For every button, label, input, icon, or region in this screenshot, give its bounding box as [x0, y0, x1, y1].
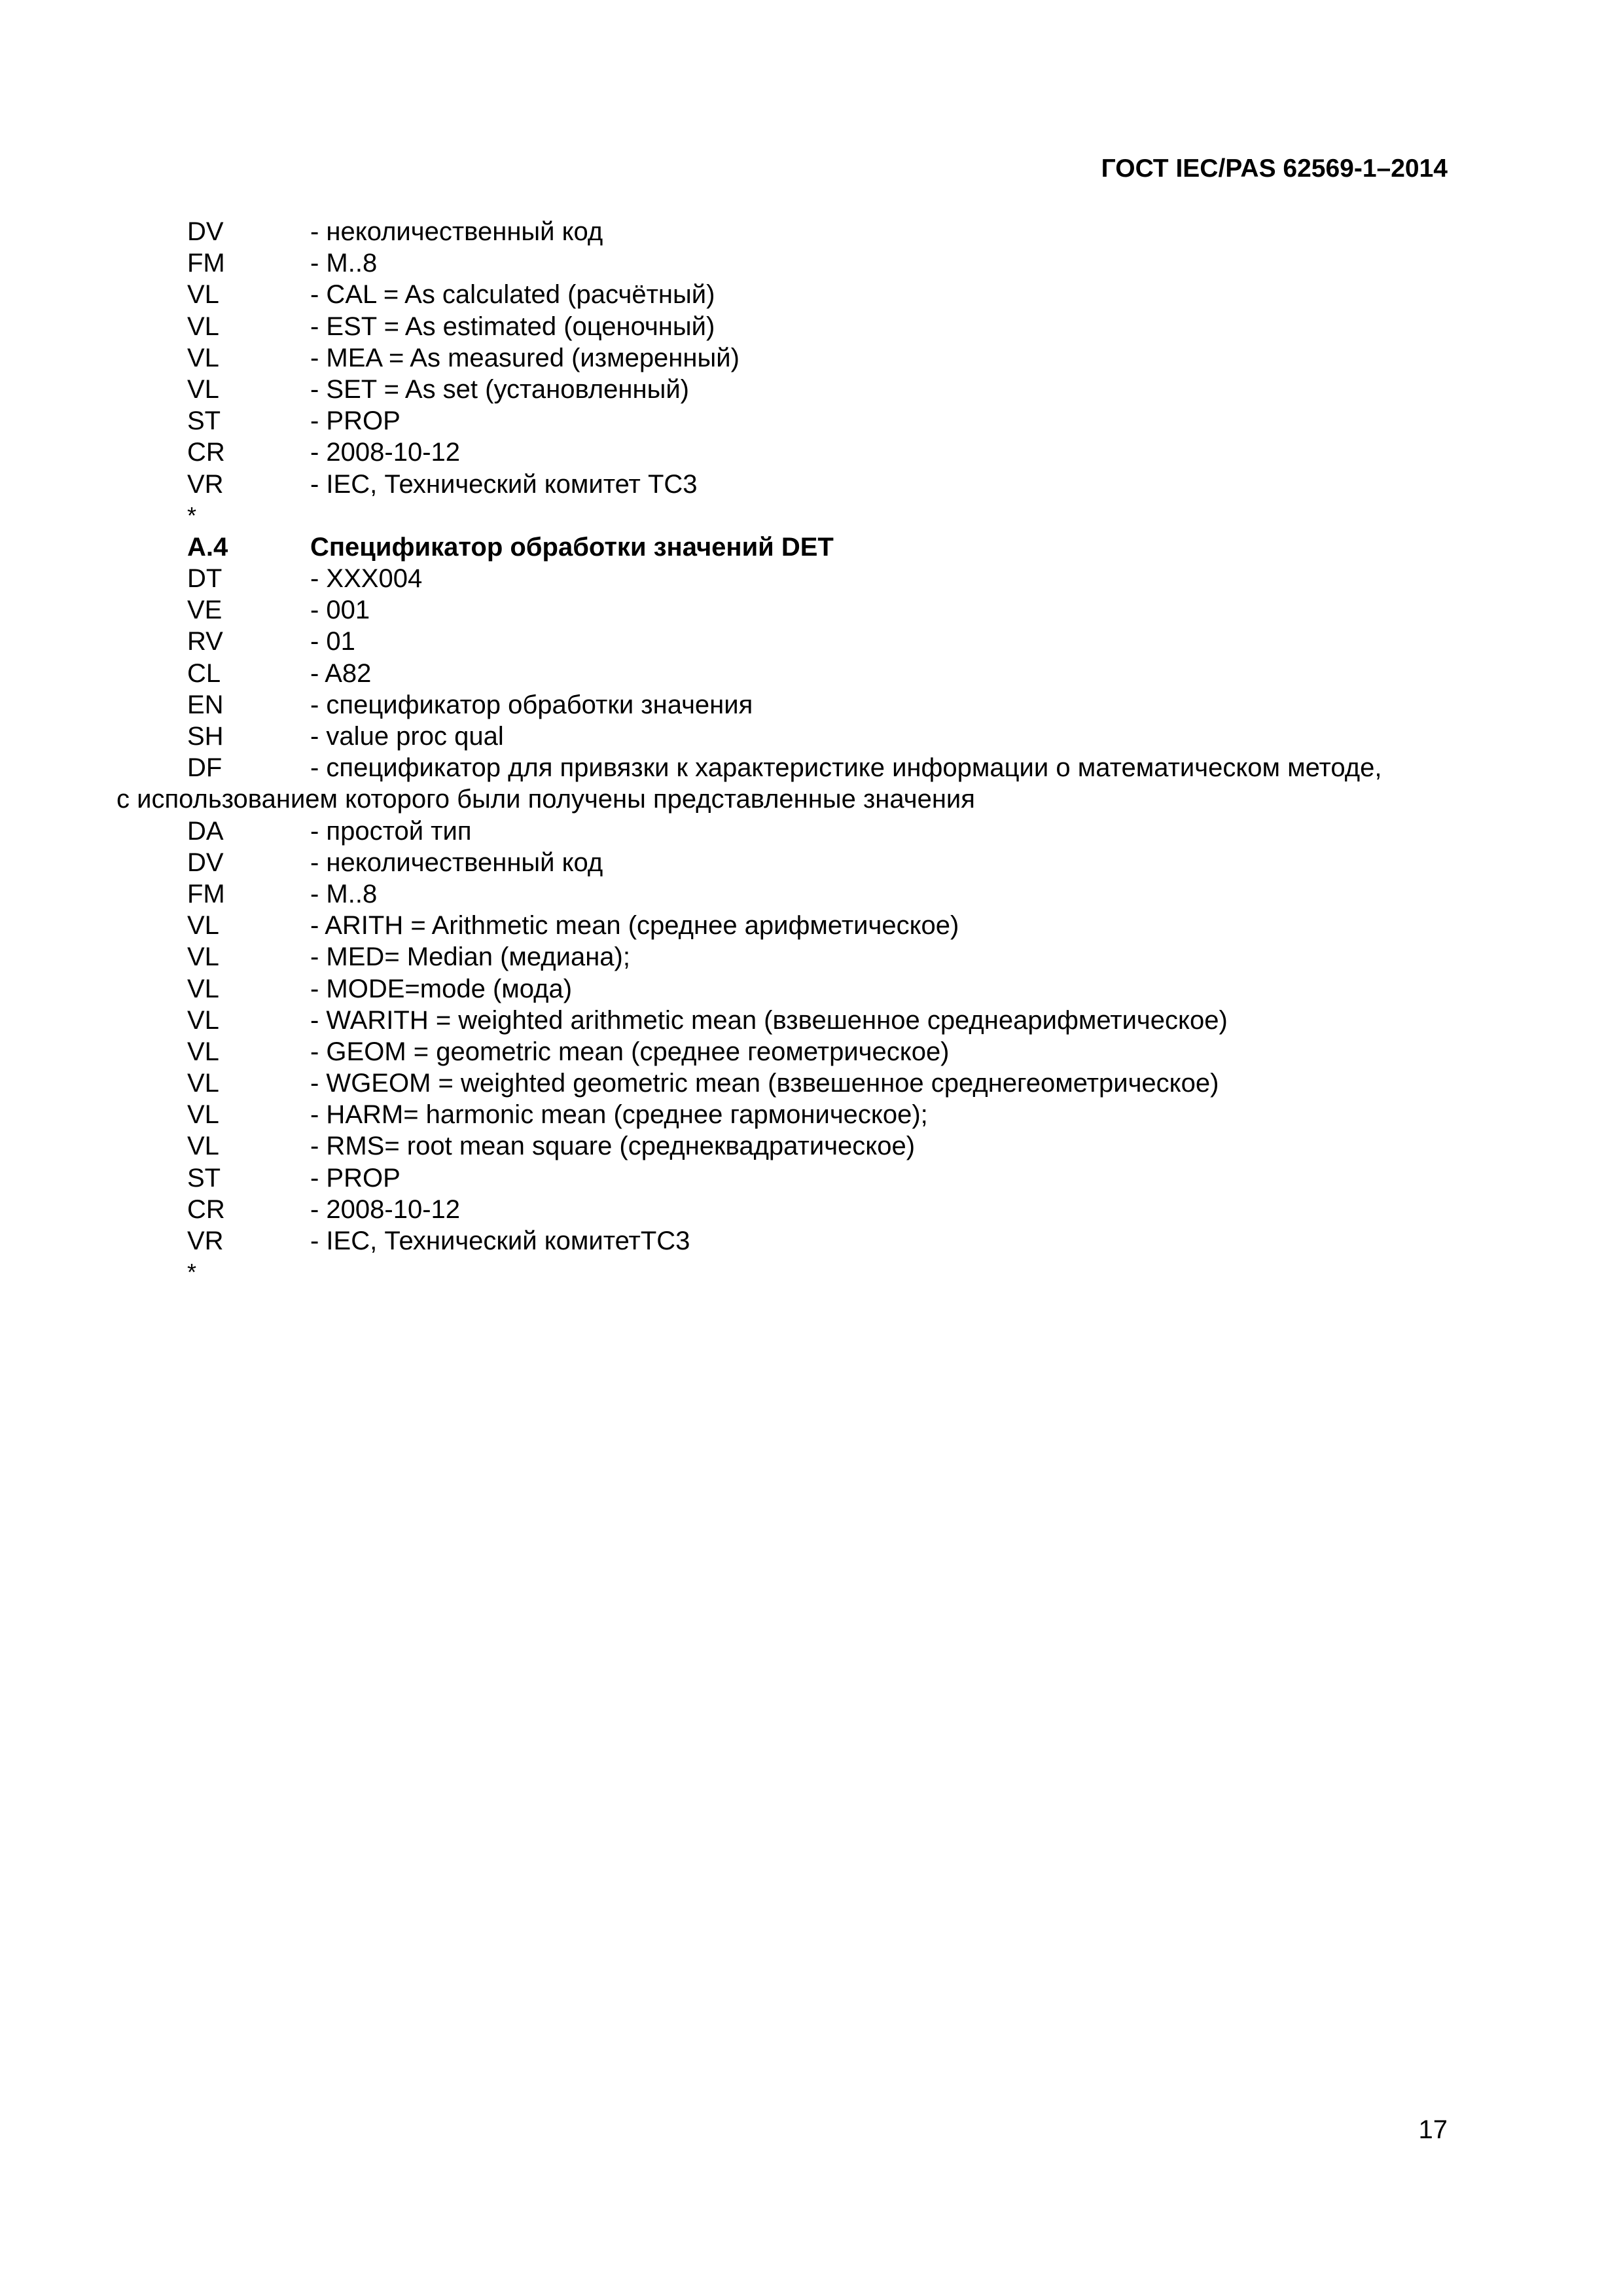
entry-value: - 001: [310, 596, 370, 625]
entry-code: CL: [187, 658, 221, 688]
asterisk-marker: *: [187, 501, 197, 529]
entry-value: - спецификатор для привязки к характеристике информации о математическом методе,: [310, 753, 1382, 783]
entry-row-definition: [116, 752, 1448, 815]
entry-value: - MODE=mode (мода): [310, 974, 573, 1003]
entry-row: [116, 658, 1448, 689]
entry-value: - RMS= root mean square (среднеквадратическое): [310, 1132, 916, 1161]
entry-code: FM: [187, 879, 225, 908]
asterisk-marker: *: [187, 1259, 197, 1286]
entry-row: [116, 847, 1448, 878]
entry-row: [116, 973, 1448, 1005]
entry-value: - WARITH = weighted arithmetic mean (взвешенное среднеарифметическое): [310, 1005, 1228, 1035]
entry-value: - WGEOM = weighted geometric mean (взвешенное среднегеометрическое): [310, 1069, 1219, 1098]
entry-value: - простой тип: [310, 816, 472, 846]
entry-value: - EST = As estimated (оценочный): [310, 312, 715, 341]
entry-row: [116, 405, 1448, 437]
entry-value: - ARITH = Arithmetic mean (среднее арифметическое): [310, 911, 959, 941]
entry-row: [116, 1225, 1448, 1257]
entry-row: [116, 878, 1448, 910]
entry-row: [116, 216, 1448, 247]
entry-code: VL: [187, 312, 219, 341]
entry-value: - value proc qual: [310, 722, 504, 751]
document-standard-header: ГОСТ IEC/PAS 62569-1–2014: [1101, 154, 1448, 183]
entry-value: - CAL = As calculated (расчётный): [310, 280, 715, 310]
entry-value: - спецификатор обработки значения: [310, 690, 753, 719]
entry-value: - A82: [310, 658, 372, 688]
entry-code: VE: [187, 596, 223, 625]
entry-code: SH: [187, 722, 224, 751]
entry-value: - HARM= harmonic mean (среднее гармоническое);: [310, 1100, 928, 1130]
entry-row: [116, 689, 1448, 721]
entry-row: [116, 1162, 1448, 1194]
entry-row: [116, 1194, 1448, 1225]
entry-code: DV: [187, 848, 224, 877]
entry-code: VL: [187, 374, 219, 404]
entry-code: DT: [187, 564, 223, 594]
page-number: 17: [1418, 2115, 1448, 2144]
entry-code: VL: [187, 1100, 219, 1130]
entry-row: [116, 1130, 1448, 1162]
section-title: Спецификатор обработки значений DET: [310, 532, 834, 562]
entry-row: [116, 1099, 1448, 1130]
entry-code: FM: [187, 249, 225, 278]
entry-row: [116, 342, 1448, 374]
entry-code: DV: [187, 217, 224, 246]
entry-row: [116, 469, 1448, 500]
entry-code: VL: [187, 343, 219, 372]
entry-row: [116, 247, 1448, 279]
entry-value: - IEC, Технический комитетTC3: [310, 1227, 690, 1256]
entry-row: [116, 816, 1448, 847]
entry-value: - XXX004: [310, 564, 423, 594]
entry-code: ST: [187, 406, 221, 436]
entry-value: - M..8: [310, 249, 378, 278]
entry-code: VL: [187, 1132, 219, 1161]
entry-row: [116, 941, 1448, 973]
entry-code: VR: [187, 469, 224, 499]
entry-code: VR: [187, 1227, 224, 1256]
entry-code: VL: [187, 1037, 219, 1066]
section-heading: [116, 531, 1448, 563]
entry-row: [116, 626, 1448, 657]
entry-value: - неколичественный код: [310, 848, 603, 877]
entry-value-continuation: с использованием которого были получены представленные значения: [116, 785, 975, 814]
entry-end-marker: [116, 500, 1448, 531]
entry-code: CR: [187, 1194, 225, 1224]
entry-value: - MEA = As measured (измеренный): [310, 343, 740, 372]
entry-row: [116, 1067, 1448, 1099]
entry-code: EN: [187, 690, 224, 719]
entry-code: VL: [187, 1005, 219, 1035]
entry-row: [116, 910, 1448, 941]
entry-value: - IEC, Технический комитет TC3: [310, 469, 698, 499]
entry-code: DF: [187, 753, 223, 783]
entry-value: - GEOM = geometric mean (среднее геометрическое): [310, 1037, 950, 1066]
entry-value: - MED= Median (медиана);: [310, 942, 630, 972]
entry-row: [116, 279, 1448, 310]
entry-row: [116, 594, 1448, 626]
entry-row: [116, 1036, 1448, 1067]
entry-row: [116, 311, 1448, 342]
entry-value: - PROP: [310, 1163, 401, 1193]
entry-value: - 2008-10-12: [310, 1194, 461, 1224]
entry-code: VL: [187, 1069, 219, 1098]
entry-value: - неколичественный код: [310, 217, 603, 246]
entry-code: ST: [187, 1163, 221, 1193]
entry-row: [116, 374, 1448, 405]
entry-row: [116, 721, 1448, 752]
entry-value: - 01: [310, 627, 355, 656]
entry-code: VL: [187, 942, 219, 972]
entry-code: VL: [187, 280, 219, 310]
entry-code: VL: [187, 911, 219, 941]
entry-value: - PROP: [310, 406, 401, 436]
section-number: A.4: [187, 532, 228, 562]
entry-value: - M..8: [310, 879, 378, 908]
entry-value: - SET = As set (установленный): [310, 374, 689, 404]
entry-code: VL: [187, 974, 219, 1003]
entry-row: [116, 437, 1448, 468]
entry-value: - 2008-10-12: [310, 438, 461, 467]
entry-row: [116, 1005, 1448, 1036]
attribute-entries: [116, 216, 1448, 1288]
entry-row: [116, 563, 1448, 594]
entry-end-marker: [116, 1257, 1448, 1288]
entry-code: DA: [187, 816, 224, 846]
entry-code: RV: [187, 627, 223, 656]
entry-code: CR: [187, 438, 225, 467]
